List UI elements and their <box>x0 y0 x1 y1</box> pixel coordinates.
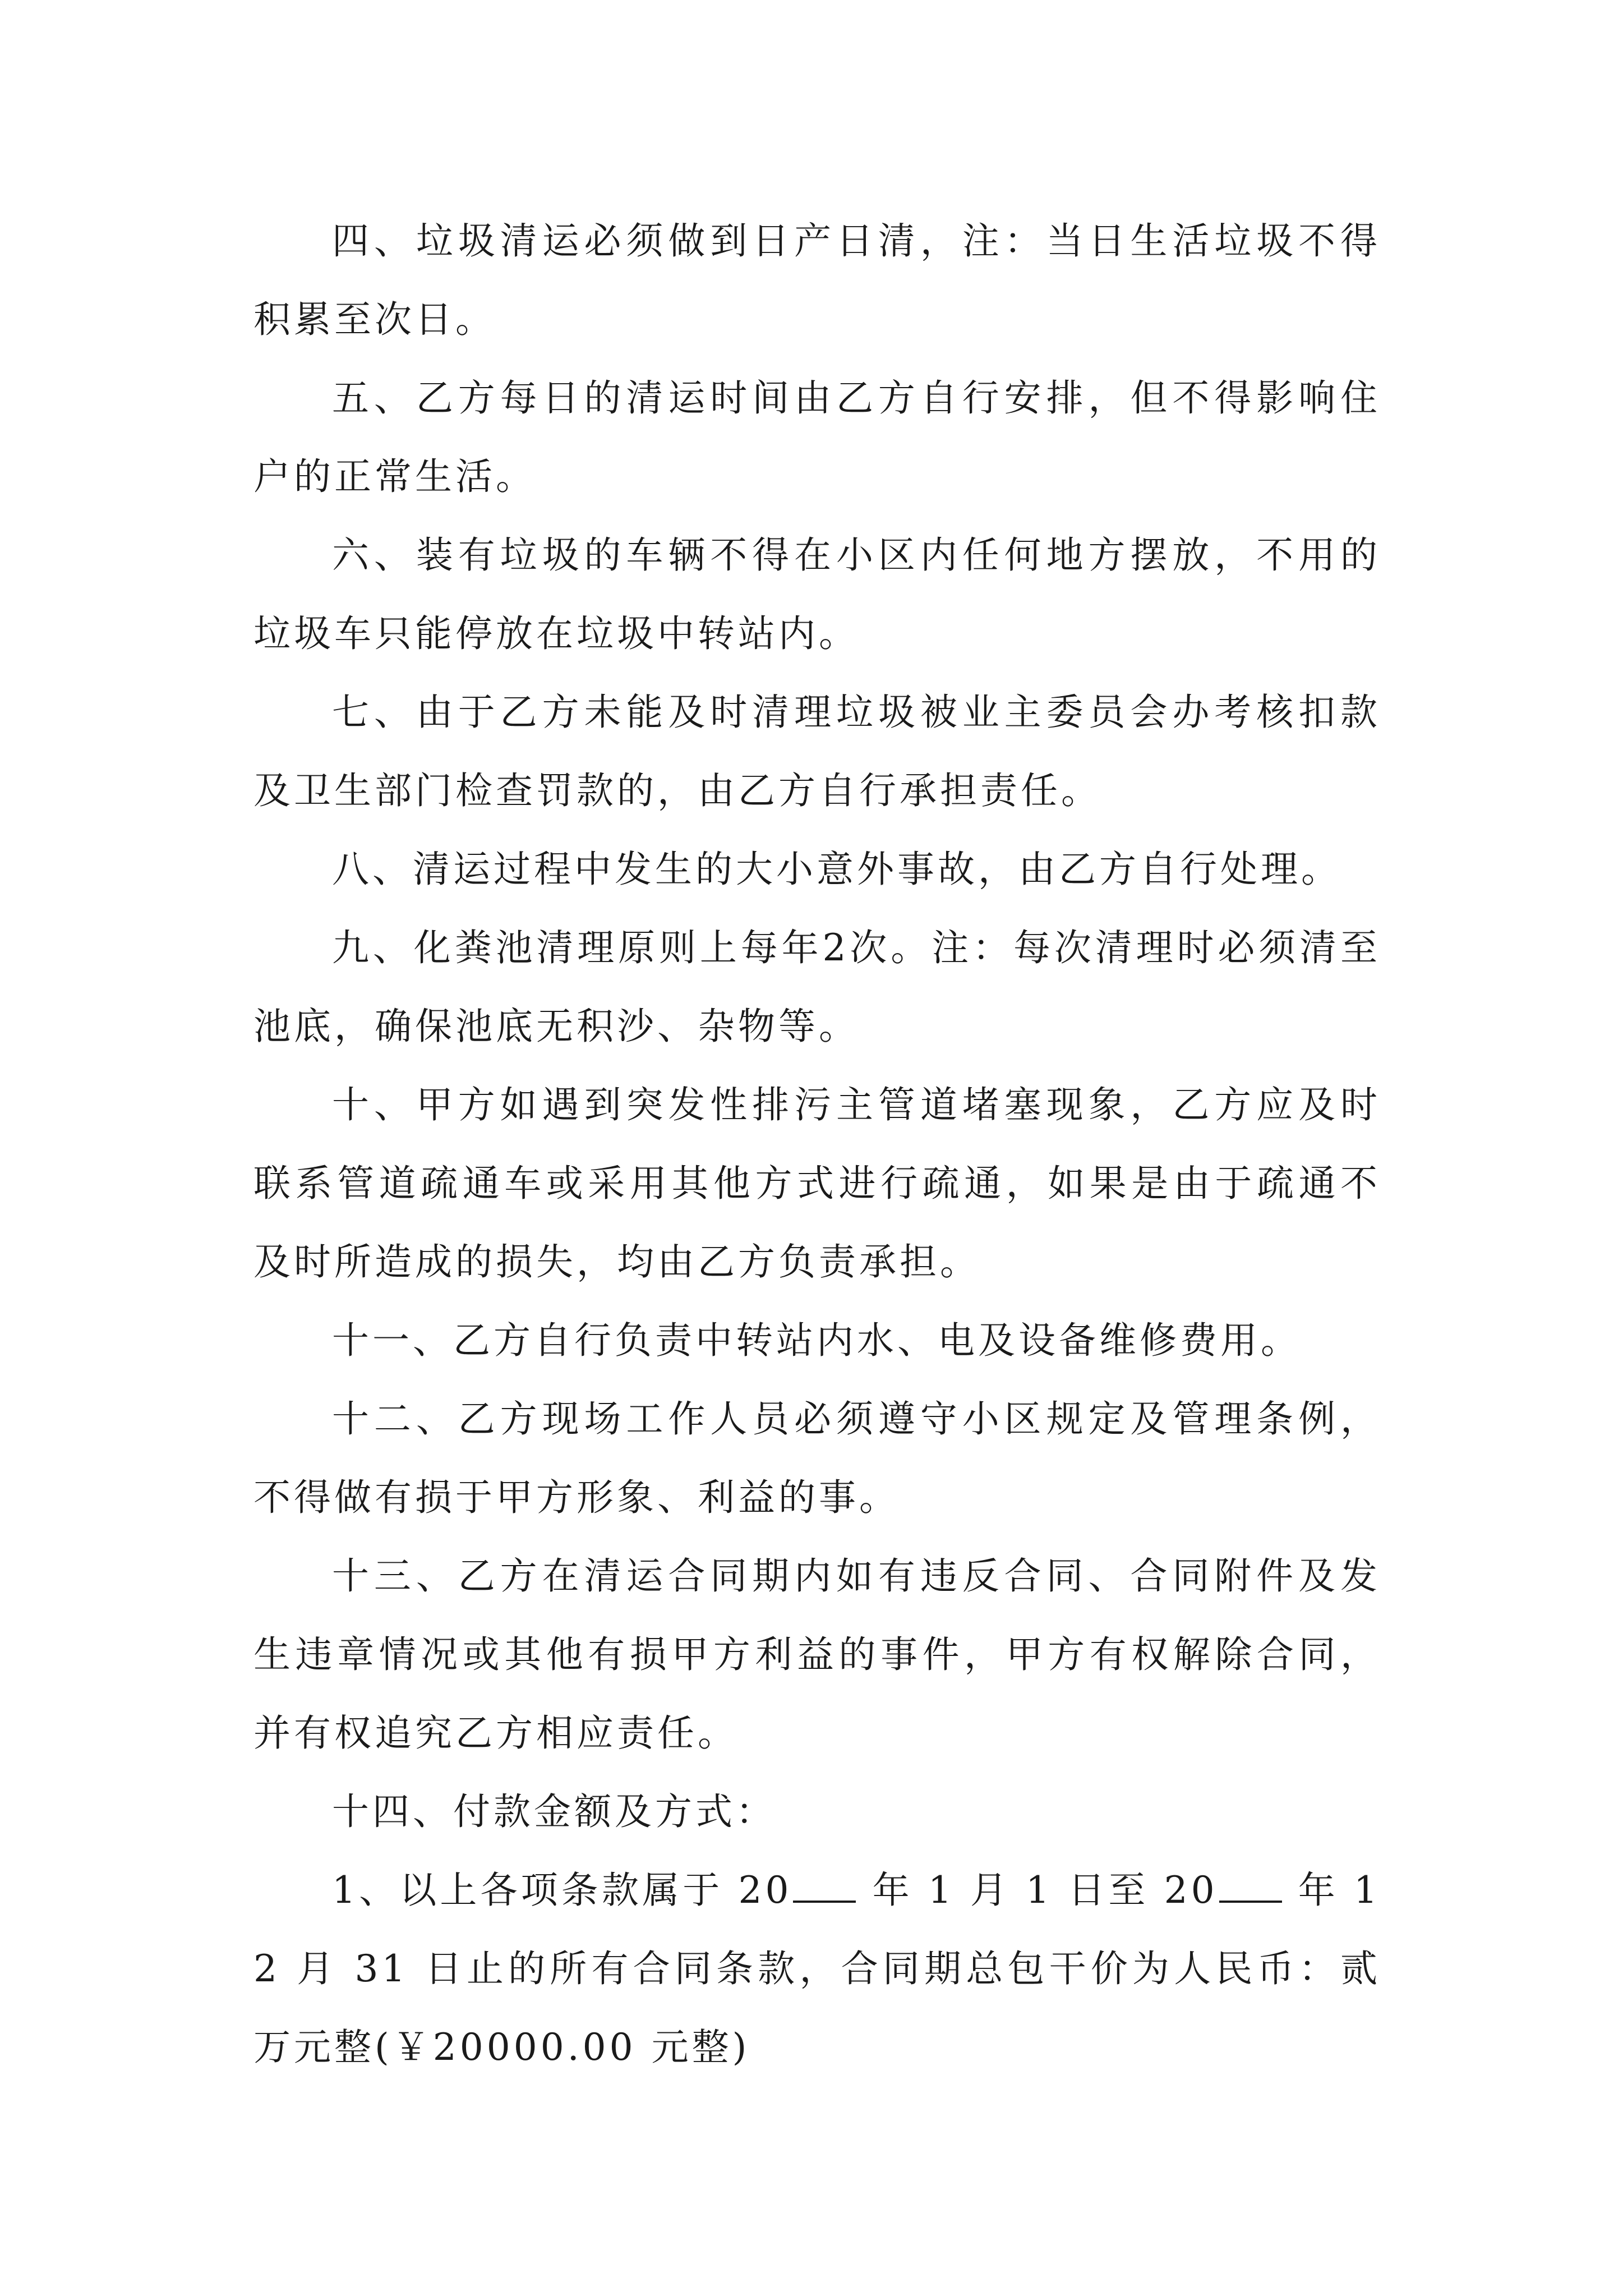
clause-6: 六、装有垃圾的车辆不得在小区内任何地方摆放，不用的垃圾车只能停放在垃圾中转站内。 <box>253 533 1381 655</box>
year-blank-start <box>793 1871 856 1903</box>
payment-text-part3: 年 12 月 31 日止的所有合同条款，合同期总包干价为人民币：贰万元整(￥20000.00 元整) <box>253 1869 1381 2069</box>
clause-12: 十二、乙方现场工作人员必须遵守小区规定及管理条例，不得做有损于甲方形象、利益的事。 <box>253 1397 1381 1519</box>
clause-10: 十、甲方如遇到突发性排污主管道堵塞现象，乙方应及时联系管道疏通车或采用其他方式进行疏通，如果是由于疏通不及时所造成的损失，均由乙方负责承担。 <box>253 1083 1381 1283</box>
clause-11: 十一、乙方自行负责中转站内水、电及设备维修费用。 <box>332 1319 1301 1362</box>
clause-7: 七、由于乙方未能及时清理垃圾被业主委员会办考核扣款及卫生部门检查罚款的，由乙方自行承担责任。 <box>253 691 1381 812</box>
payment-clause <box>253 1851 1381 2087</box>
clause-4: 四、垃圾清运必须做到日产日清，注：当日生活垃圾不得积累至次日。 <box>253 219 1381 341</box>
clause-14: 十四、付款金额及方式： <box>332 1790 776 1833</box>
clause-8: 八、清运过程中发生的大小意外事故，由乙方自行处理。 <box>332 848 1341 891</box>
clause-13: 十三、乙方在清运合同期内如有违反合同、合同附件及发生违章情况或其他有损甲方利益的事件，甲方有权解除合同，并有权追究乙方相应责任。 <box>253 1554 1381 1755</box>
clause-9: 九、化粪池清理原则上每年2次。注：每次清理时必须清至池底，确保池底无积沙、杂物等。 <box>253 926 1381 1048</box>
contract-body <box>253 202 1381 2087</box>
clause-5: 五、乙方每日的清运时间由乙方自行安排，但不得影响住户的正常生活。 <box>253 376 1381 498</box>
year-blank-end <box>1219 1871 1282 1903</box>
payment-text-part1: 1、以上各项条款属于 20 <box>332 1869 792 1912</box>
payment-text-part2: 年 1 月 1 日至 20 <box>857 1869 1218 1912</box>
